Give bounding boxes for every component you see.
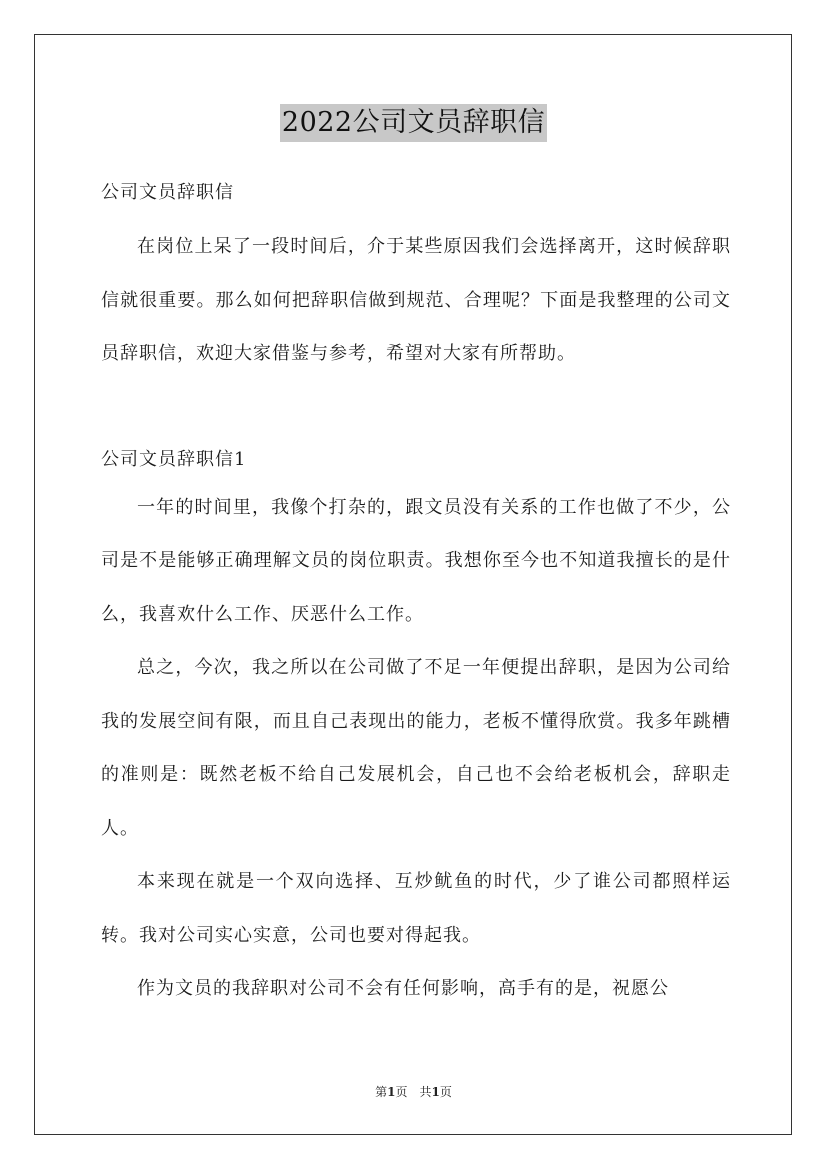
letter-heading: 公司文员辞职信1 — [101, 448, 247, 470]
intro-paragraph: 在岗位上呆了一段时间后，介于某些原因我们会选择离开，这时候辞职信就很重要。那么如何把辞职信做到规范、合理呢？下面是我整理的公司文员辞职信，欢迎大家借鉴与参考，希望对大家有所帮助。 — [101, 236, 731, 364]
body-paragraph: 一年的时间里，我像个打杂的，跟文员没有关系的工作也做了不少，公司是不是能够正确理解文员的岗位职责。我想你至今也不知道我擅长的是什么，我喜欢什么工作、厌恶什么工作。 — [101, 496, 731, 625]
body-paragraph: 本来现在就是一个双向选择、互炒鱿鱼的时代，少了谁公司都照样运转。我对公司实心实意，公司也要对得起我。 — [101, 871, 731, 946]
section-heading: 公司文员辞职信 — [101, 182, 234, 203]
total-pages: 1 — [431, 1085, 440, 1099]
document-title: 2022公司文员辞职信 — [280, 104, 547, 142]
page-number: 1 — [387, 1085, 396, 1099]
body-paragraph: 总之，今次，我之所以在公司做了不足一年便提出辞职，是因为公司给我的发展空间有限，而且自己表现出的能力，老板不懂得欣赏。我多年跳槽的准则是：既然老板不给自己发展机会，自己也不会给老板机会，辞职走人。 — [101, 657, 731, 839]
total-prefix: 共 — [419, 1085, 432, 1099]
page-prefix: 第 — [375, 1085, 388, 1099]
total-suffix: 页 — [439, 1085, 452, 1099]
body-paragraph: 作为文员的我辞职对公司不会有任何影响，高手有的是，祝愿公 — [137, 978, 669, 999]
title-container — [0, 104, 827, 142]
document-body — [101, 176, 731, 1016]
page-suffix: 页 — [395, 1085, 408, 1099]
page-footer — [0, 1084, 827, 1100]
